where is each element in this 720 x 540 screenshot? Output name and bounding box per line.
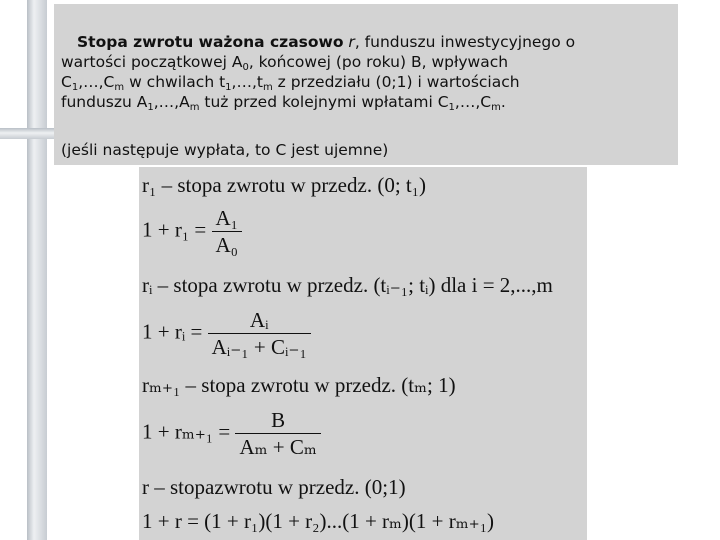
formula-r-definition: r – stopazwrotu w przedz. (0;1)	[142, 475, 406, 499]
formula-rm1-numerator: B	[235, 407, 320, 434]
formula-ri-lhs: 1 + rᵢ =	[142, 319, 203, 344]
formula-ri-equation	[142, 307, 311, 360]
description-line-3	[61, 72, 670, 92]
formula-ri-fraction	[208, 307, 311, 360]
formula-panel	[139, 167, 587, 540]
formula-r1-equation	[142, 205, 242, 258]
line3-b: ,…,C	[78, 73, 115, 91]
formula-r1-fraction	[212, 205, 243, 258]
note-line: (jeśli następuje wypłata, to C jest ujemne)	[61, 141, 389, 159]
line4-subm2: m	[491, 102, 501, 113]
formula-rm1-equation	[142, 407, 321, 460]
formula-rm1-fraction	[235, 407, 320, 460]
description-line-4	[61, 92, 670, 112]
line2-text: wartości początkowej A	[61, 53, 243, 71]
line3-d: ,…,t	[231, 73, 263, 91]
line3-sub2: 1	[225, 82, 232, 93]
line2-sub: 0	[242, 62, 249, 73]
line1-rest: , funduszu inwestycyjnego o	[354, 33, 576, 51]
line3-subm2: m	[262, 82, 273, 93]
line4-c: tuż przed kolejnymi wpłatami C	[199, 93, 449, 111]
formula-r1-denominator: A₀	[215, 233, 239, 257]
line3-c: w chwilach t	[124, 73, 226, 91]
formula-ri-numerator: Aᵢ	[208, 307, 311, 334]
line4-b: ,…,A	[153, 93, 190, 111]
description-line-2	[61, 52, 670, 72]
formula-rm1-denominator: Aₘ + Cₘ	[239, 435, 317, 459]
formula-rm1-lhs: 1 + rₘ₊₁ =	[142, 419, 231, 444]
line4-sub1: 1	[147, 102, 154, 113]
line4-a: funduszu A	[61, 93, 148, 111]
line4-subm: m	[189, 102, 200, 113]
formula-ri-definition: rᵢ – stopa zwrotu w przedz. (tᵢ₋₁; tᵢ) dla i = 2,...,m	[142, 273, 553, 297]
decorative-horizontal-bar	[0, 128, 60, 139]
line3-a: C	[61, 73, 72, 91]
line3-e: z przedziału (0;1) i wartościach	[272, 73, 520, 91]
formula-r1-lhs: 1 + r₁ =	[142, 217, 207, 242]
formula-r-product: 1 + r = (1 + r₁)(1 + r₂)...(1 + rₘ)(1 + rₘ₊₁)	[142, 509, 495, 533]
line4-sub2: 1	[448, 102, 455, 113]
decorative-vertical-bar	[27, 0, 47, 540]
title-variable: r	[343, 33, 355, 51]
line4-d: ,…,C	[454, 93, 492, 111]
formula-ri-denominator: Aᵢ₋₁ + Cᵢ₋₁	[211, 335, 307, 359]
formula-r1-definition: r₁ – stopa zwrotu w przedz. (0; t₁)	[142, 173, 427, 197]
description-line-1	[61, 32, 670, 52]
formula-r1-numerator: A₁	[212, 205, 243, 232]
line4-e: .	[500, 93, 506, 111]
line3-subm: m	[114, 82, 125, 93]
description-text-box	[54, 4, 678, 165]
line3-sub1: 1	[71, 82, 79, 93]
formula-rm1-definition: rₘ₊₁ – stopa zwrotu w przedz. (tₘ; 1)	[142, 373, 456, 397]
title-bold: Stopa zwrotu ważona czasowo	[77, 33, 344, 51]
line2-rest: , końcowej (po roku) B, wpływach	[248, 53, 509, 71]
